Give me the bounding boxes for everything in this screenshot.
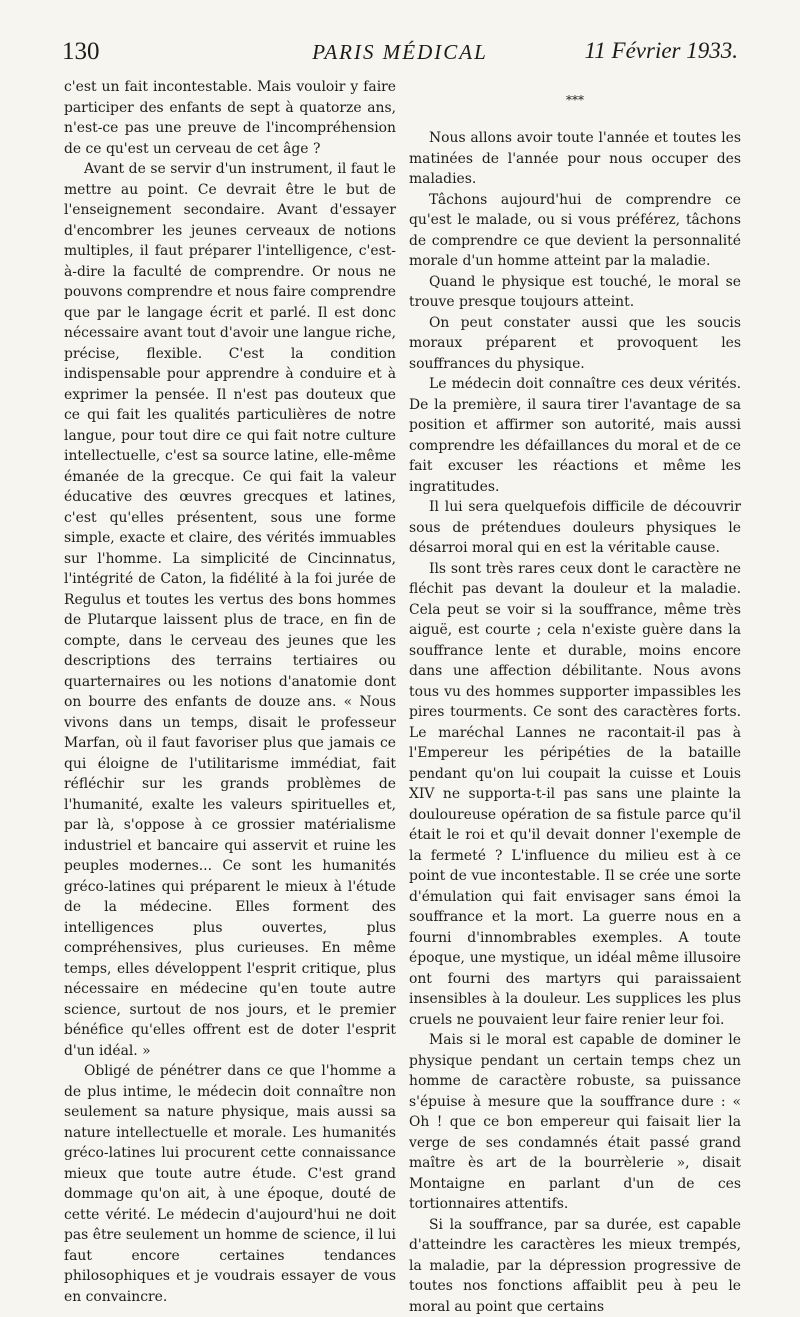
- left-column: [64, 77, 396, 1307]
- paragraph: Obligé de pénétrer dans ce que l'homme a de plus intime, le médecin doit connaître non seulement sa nature physique, mais aussi sa nature intellectuelle et morale. Les humanités gréco-latines lui procurent cette connaissance mieux que toute autre étude. C'est grand dommage qu'on ait, à une époque, douté de cette vérité. Le médecin d'aujourd'hui ne doit pas être seulement un homme de science, il lui faut encore certaines tendances philosophiques et je voudrais essayer de vous en convaincre.: [64, 1061, 396, 1307]
- paragraph: Quand le physique est touché, le moral se trouve presque toujours atteint.: [409, 272, 741, 313]
- paragraph: Le médecin doit connaître ces deux vérités. De la première, il saura tirer l'avantage de sa position et affirmer son autorité, mais aussi comprendre les défaillances du moral et de ce fait excuser les réactions et même les ingratitudes.: [409, 374, 741, 497]
- paragraph: Mais si le moral est capable de dominer le physique pendant un certain temps chez un homme de caractère robuste, sa puissance s'épuise à mesure que la souffrance dure : « Oh ! que ce bon empereur qui faisait lier la verge de ses condamnés était passé grand maître ès art de la bourrèlerie », disait Montaigne en parlant d'un de ces tortionnaires attentifs.: [409, 1030, 741, 1215]
- journal-title: PARIS MÉDICAL: [62, 40, 738, 65]
- page-number: 130: [62, 38, 100, 66]
- right-column: [409, 88, 741, 1317]
- paragraph: Avant de se servir d'un instrument, il faut le mettre au point. Ce devrait être le but de l'enseignement secondaire. Avant d'essayer d'encombrer les jeunes cerveaux de notions multiples, il faut préparer l'intelligence, c'est-à-dire la faculté de comprendre. Or nous ne pouvons comprendre et nous faire comprendre que par le langage écrit et parlé. Il est donc nécessaire avant tout d'avoir une langue riche, précise, flexible. C'est la condition indispensable pour apprendre à conduire et à exprimer la pensée. Il n'est pas douteux que ce qui fait les qualités particulières de notre langue, pour tout dire ce qui fait notre culture intellectuelle, c'est sa source latine, elle-même émanée de la grecque. Ce qui fait la valeur éducative des œuvres grecques et latines, c'est qu'elles présentent, sous une forme simple, exacte et claire, des vérités immuables sur l'homme. La simplicité de Cincinnatus, l'intégrité de Caton, la fidélité à la foi jurée de Regulus et toutes les vertus des bons hommes de Plutarque laissent plus de trace, en fin de compte, dans le cerveau des jeunes que les descriptions des terrains tertiaires ou quarternaires ou les notions d'anatomie dont on bourre des enfants de douze ans. « Nous vivons dans un temps, disait le professeur Marfan, où il faut favoriser plus que jamais ce qui éloigne de l'utilitarisme immédiat, fait réfléchir sur les grands problèmes de l'humanité, exalte les valeurs spirituelles et, par là, s'oppose à ce grossier matérialisme industriel et bancaire qui asservit et ruine les peuples modernes... Ce sont les humanités gréco-latines qui préparent le mieux à l'étude de la médecine. Elles forment des intelligences plus ouvertes, plus compréhensives, plus curieuses. En même temps, elles développent l'esprit critique, plus nécessaire en médecine qu'en toute autre science, surtout de nos jours, et le premier bénéfice qu'elles offrent est de doter l'esprit d'un idéal. »: [64, 159, 396, 1061]
- paragraph: Il lui sera quelquefois difficile de découvrir sous de prétendues douleurs physiques le désarroi moral qui en est la véritable cause.: [409, 497, 741, 559]
- paragraph: Nous allons avoir toute l'année et toutes les matinées de l'année pour nous occuper des maladies.: [409, 128, 741, 190]
- issue-date: 11 Février 1933.: [584, 38, 738, 64]
- paragraph: Ils sont très rares ceux dont le caractère ne fléchit pas devant la douleur et la maladie. Cela peut se voir si la souffrance, même très aiguë, est courte ; cela n'existe guère dans la souffrance lente et durable, moins encore dans une affection débilitante. Nous avons tous vu des hommes supporter impassibles les pires tourments. Ce sont des caractères forts. Le maréchal Lannes ne racontait-il pas à l'Empereur les péripéties de la bataille pendant qu'on lui coupait la cuisse et Louis XIV ne supporta-t-il pas sans une plainte la douloureuse opération de sa fistule parce qu'il était le roi et qu'il devait donner l'exemple de la fermeté ? L'influence du milieu est à ce point de vue incontestable. Il se crée une sorte d'émulation qui fait envisager sans émoi la souffrance et la mort. La guerre nous en a fourni d'innombrables exemples. A toute époque, une mystique, un idéal même illusoire ont fourni des martyrs qui paraissaient insensibles à la douleur. Les supplices les plus cruels ne pouvaient leur faire renier leur foi.: [409, 559, 741, 1031]
- paragraph: Si la souffrance, par sa durée, est capable d'atteindre les caractères les mieux trempés, la maladie, par la dépression progressive de toutes nos fonctions affaiblit peu à peu le moral au point que certains: [409, 1215, 741, 1317]
- paragraph: c'est un fait incontestable. Mais vouloir y faire participer des enfants de sept à quatorze ans, n'est-ce pas une preuve de l'incompréhension de ce qu'est un cerveau de cet âge ?: [64, 77, 396, 159]
- paragraph: On peut constater aussi que les soucis moraux préparent et provoquent les souffrances du physique.: [409, 313, 741, 375]
- section-separator: ***: [409, 88, 741, 128]
- paragraph: Tâchons aujourd'hui de comprendre ce qu'est le malade, ou si vous préférez, tâchons de comprendre ce que devient la personnalité morale d'un homme atteint par la maladie.: [409, 190, 741, 272]
- running-header: [62, 38, 738, 78]
